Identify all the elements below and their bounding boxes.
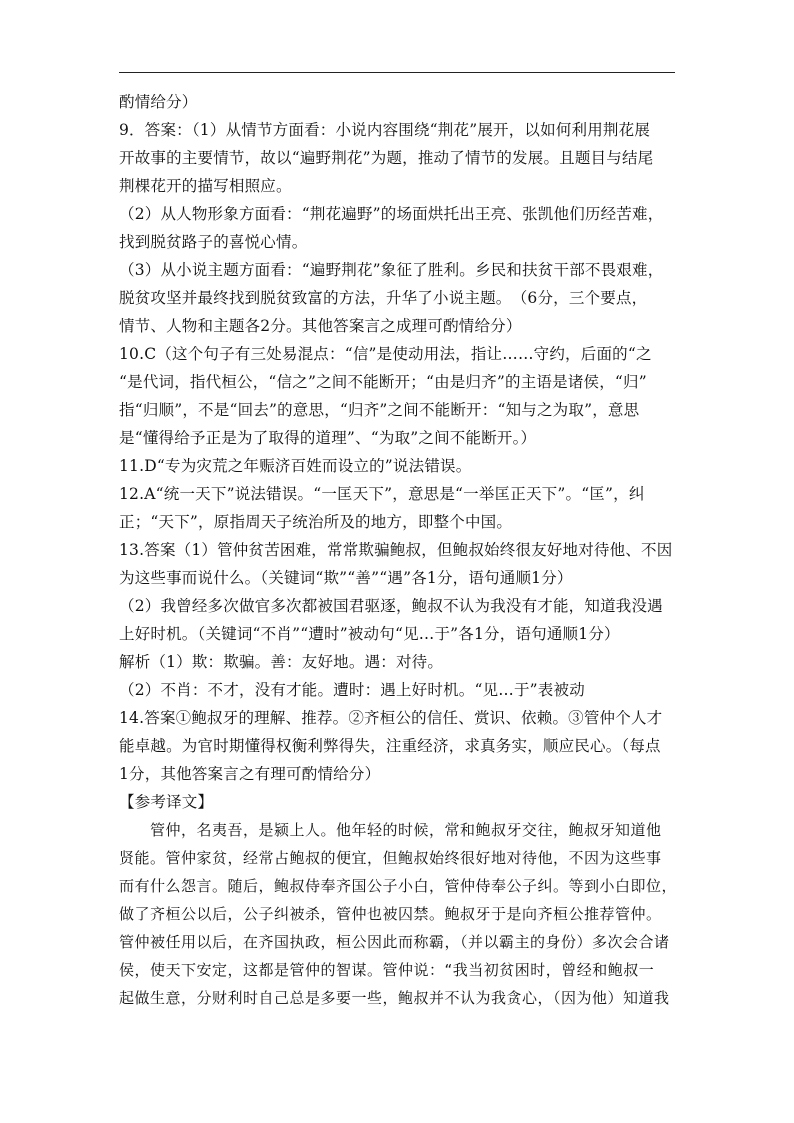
translation-line: 而有什么怨言。随后，鲍叔侍奉齐国公子小白，管仲侍奉公子纠。等到小白即位， <box>119 877 678 895</box>
text-line: 12.A“统一天下”说法错误。“一匡天下”，意思是“一举匡正天下”。“匡”，纠 <box>119 485 645 503</box>
text-line: 13.答案（1）管仲贫苦困难，常常欺骗鲍叔，但鲍叔始终很友好地对待他、不因 <box>119 541 673 559</box>
text-line: 找到脱贫路子的喜悦心情。 <box>119 233 308 251</box>
text-line: “是代词，指代桓公，“信之”之间不能断开；“由是归齐”的主语是诸侯，“归” <box>119 373 647 391</box>
text-line: 情节、人物和主题各2分。其他答案言之成理可酌情给分） <box>119 317 522 335</box>
answer-content <box>119 88 677 1012</box>
text-line: 正；“天下”，原指周天子统治所及的地方，即整个中国。 <box>119 513 513 531</box>
translation-line: 管仲，名夷吾，是颍上人。他年轻的时候，常和鲍叔牙交往，鲍叔牙知道他 <box>119 821 662 839</box>
reference-translation <box>119 816 677 1012</box>
text-line: （2）我曾经多次做官多次都被国君驱逐，鲍叔不认为我没有才能，知道我没遇 <box>119 597 663 615</box>
text-line: 荆棵花开的描写相照应。 <box>119 177 292 195</box>
text-line: 能卓越。为官时期懂得权衡利弊得失，注重经济，求真务实，顺应民心。（每点 <box>119 737 661 755</box>
text-line: 上好时机。（关键词“不肖”“遭时”被动句“见…于”各1分，语句通顺1分） <box>119 625 620 643</box>
text-line: 是“懂得给予正是为了取得的道理”、“为取”之间不能断开。） <box>119 429 537 447</box>
text-line: 11.D“专为灾荒之年赈济百姓而设立的”说法错误。 <box>119 457 472 475</box>
text-line: 解析（1）欺：欺骗。善：友好地。遇：对待。 <box>119 653 444 671</box>
text-line: （3）从小说主题方面看：“遍野荆花”象征了胜利。乡民和扶贫干部不畏艰难， <box>119 261 664 279</box>
translation-line: 起做生意，分财利时自己总是多要一些，鲍叔并不认为我贪心，（因为他）知道我 <box>119 989 670 1007</box>
text-line: （2）从人物形象方面看：“荆花遍野”的场面烘托出王亮、张凯他们历经苦难， <box>119 205 664 223</box>
translation-line: 贤能。管仲家贫，经常占鲍叔的便宜，但鲍叔始终很好地对待他，不因为这些事 <box>119 849 662 867</box>
section-heading: 【参考译文】 <box>119 793 214 811</box>
text-line: 14.答案①鲍叔牙的理解、推荐。②齐桓公的信任、赏识、依赖。③管仲个人才 <box>119 709 663 727</box>
text-line: 为这些事而说什么。（关键词“欺”“善”“遇”各1分，语句通顺1分） <box>119 569 573 587</box>
text-line: 脱贫攻坚并最终找到脱贫致富的方法，升华了小说主题。 （6分，三个要点， <box>119 289 648 307</box>
translation-line: 侯，使天下安定，这都是管仲的智谋。管仲说：“我当初贫困时，曾经和鲍叔一 <box>119 961 655 979</box>
text-line: 指“归顺”，不是“回去”的意思，“归齐”之间不能断开：“知与之为取”，意思 <box>119 401 640 419</box>
text-line: 1分，其他答案言之有理可酌情给分） <box>119 765 381 783</box>
translation-line: 做了齐桓公以后，公子纠被杀，管仲也被囚禁。鲍叔牙于是向齐桓公推荐管仲。 <box>119 905 662 923</box>
header-rule <box>119 72 675 73</box>
text-line: （2）不肖：不才，没有才能。遭时：遇上好时机。“见…于”表被动 <box>119 681 585 699</box>
text-line: 开故事的主要情节，故以“遍野荆花”为题，推动了情节的发展。且题目与结尾 <box>119 149 654 167</box>
text-line: 9．答案：（1）从情节方面看：小说内容围绕“荆花”展开，以如何利用荆花展 <box>119 121 651 139</box>
text-line: 酌情给分） <box>119 93 198 111</box>
text-line: 10.C（这个句子有三处易混点：“信”是使动用法，指让……守约，后面的“之 <box>119 345 652 363</box>
translation-line: 管仲被任用以后，在齐国执政，桓公因此而称霸，（并以霸主的身份）多次会合诸 <box>119 933 670 951</box>
